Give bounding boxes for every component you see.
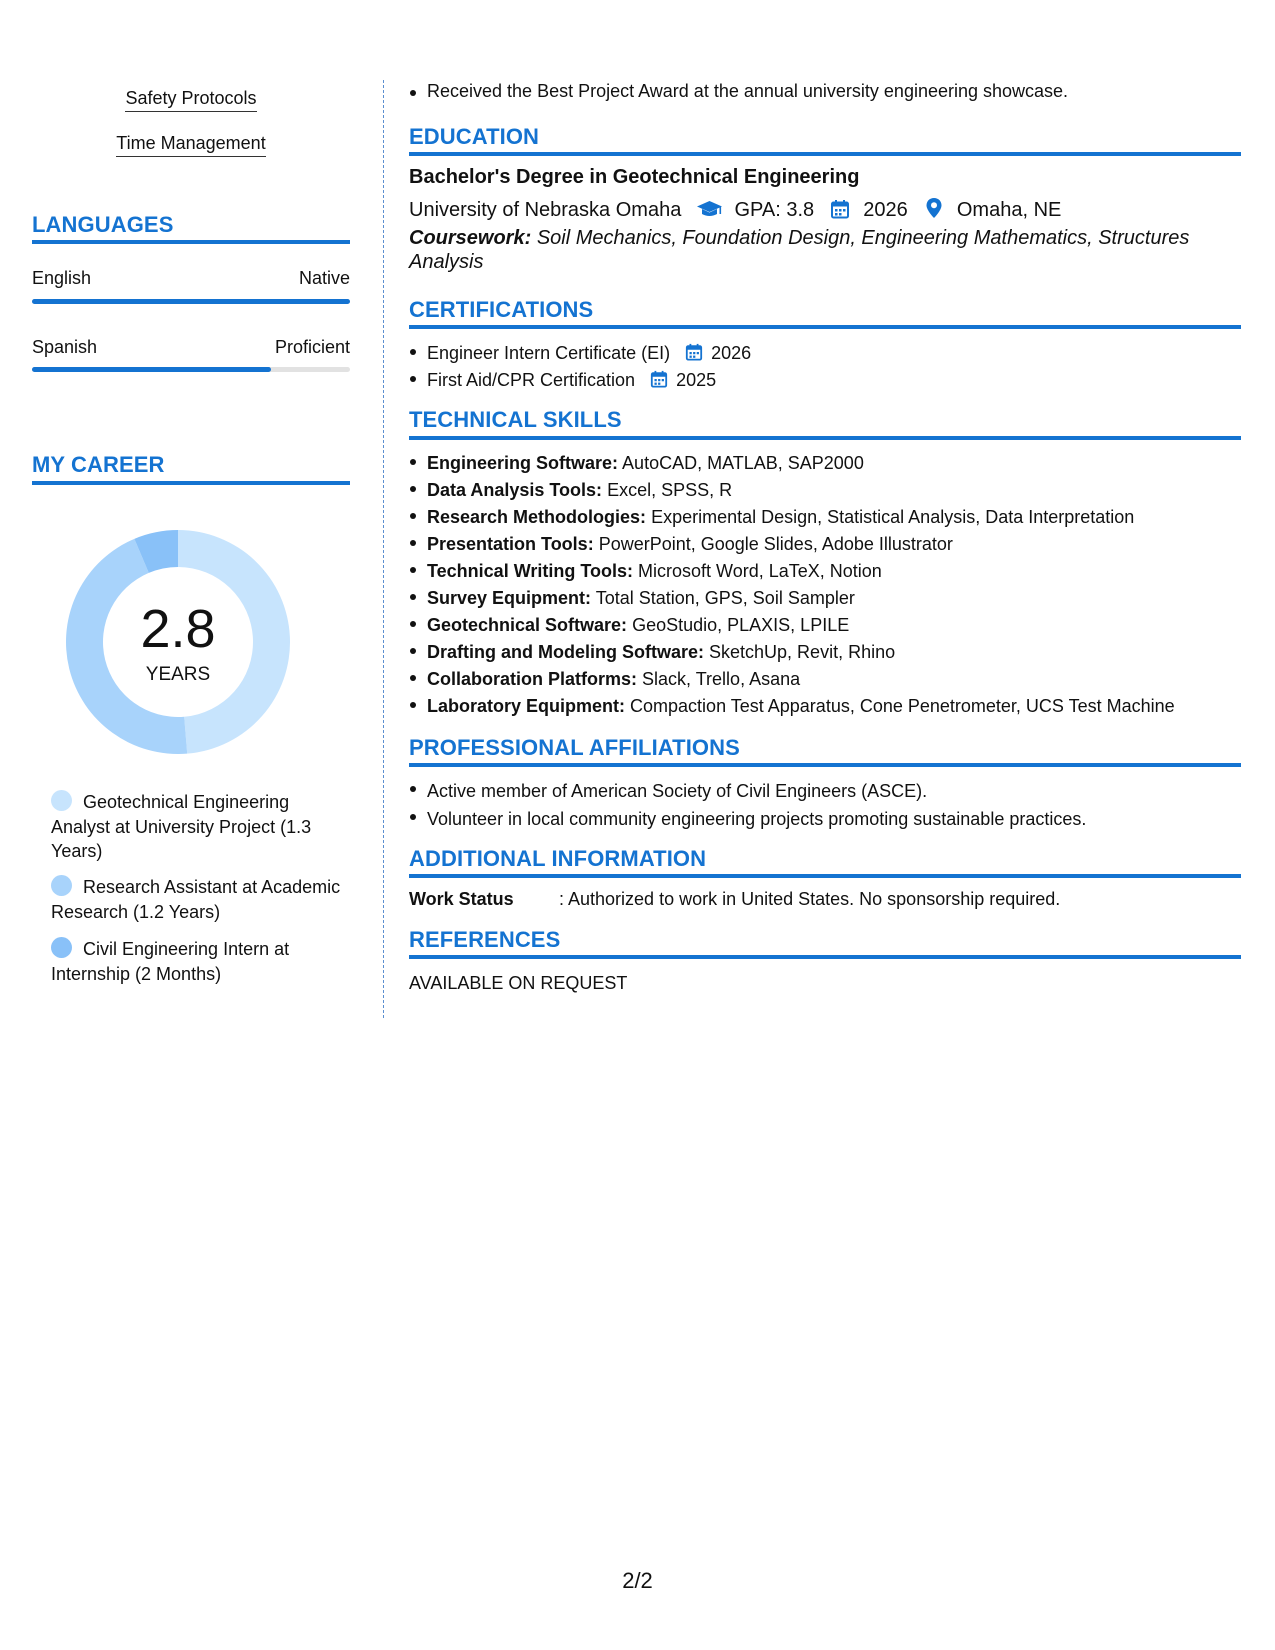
skill-tag: Time Management (32, 133, 350, 157)
awards-list (409, 81, 1241, 102)
list-item: Volunteer in local community engineering projects promoting sustainable practices. (409, 805, 1241, 833)
list-item: First Aid/CPR Certification 2025 (409, 367, 1241, 394)
work-status-label: Work Status (409, 889, 514, 909)
section-rule (409, 955, 1241, 959)
legend-dot (51, 790, 72, 811)
affiliations-heading: PROFESSIONAL AFFILIATIONS (409, 735, 740, 760)
list-item: Laboratory Equipment: Compaction Test Apparatus, Cone Penetrometer, UCS Test Machine (409, 693, 1241, 720)
gpa: GPA: 3.8 (734, 199, 815, 221)
list-item: Collaboration Platforms: Slack, Trello, Asana (409, 666, 1241, 693)
calendar-icon (830, 199, 850, 219)
list-item: Received the Best Project Award at the annual university engineering showcase. (409, 81, 1241, 102)
section-rule (409, 325, 1241, 329)
references-heading: REFERENCES (409, 927, 561, 952)
section-rule (409, 874, 1241, 878)
legend-dot (51, 937, 72, 958)
certifications-heading: CERTIFICATIONS (409, 297, 594, 322)
list-item: Engineer Intern Certificate (EI) 2026 (409, 340, 1241, 367)
education-meta (409, 197, 1061, 222)
technical-skills-heading: TECHNICAL SKILLS (409, 407, 622, 432)
language-bar (32, 299, 350, 304)
language-level: Proficient (274, 337, 350, 357)
list-item: Technical Writing Tools: Microsoft Word, LaTeX, Notion (409, 558, 1241, 585)
column-divider (383, 80, 384, 1018)
career-total: 2.8 (140, 599, 216, 659)
school-name: University of Nebraska Omaha (409, 199, 682, 221)
list-item: Geotechnical Software: GeoStudio, PLAXIS, LPILE (409, 612, 1241, 639)
language-row (32, 268, 350, 289)
list-item: Presentation Tools: PowerPoint, Google Slides, Adobe Illustrator (409, 531, 1241, 558)
location-pin-icon (925, 197, 943, 219)
languages-heading: LANGUAGES (32, 212, 174, 237)
technical-skills-list (409, 450, 1241, 720)
language-fill (32, 299, 350, 304)
language-name: English (32, 268, 92, 288)
references-text: AVAILABLE ON REQUEST (409, 973, 628, 993)
legend-item: Research Assistant at Academic Research (1.2 Years) (51, 877, 341, 922)
page-number: 2/2 (622, 1568, 653, 1593)
legend-item: Civil Engineering Intern at Internship (2 Months) (51, 939, 290, 984)
career-heading: MY CAREER (32, 452, 165, 477)
additional-info-heading: ADDITIONAL INFORMATION (409, 846, 707, 871)
list-item: Research Methodologies: Experimental Design, Statistical Analysis, Data Interpretation (409, 504, 1241, 531)
legend-item: Geotechnical Engineering Analyst at University Project (1.3 Years) (51, 792, 312, 861)
list-item: Drafting and Modeling Software: SketchUp, Revit, Rhino (409, 639, 1241, 666)
language-level: Native (298, 268, 350, 288)
certifications-list (409, 340, 1241, 394)
graduation-cap-icon (696, 199, 723, 219)
degree-title: Bachelor's Degree in Geotechnical Engineering (409, 166, 860, 188)
work-status-value: : Authorized to work in United States. No sponsorship required. (559, 889, 1061, 909)
legend-dot (51, 875, 72, 896)
section-rule (32, 240, 350, 244)
affiliations-list (409, 777, 1241, 833)
language-row (32, 337, 350, 358)
language-name: Spanish (32, 337, 98, 357)
school-location: Omaha, NE (956, 199, 1062, 221)
calendar-icon (685, 343, 703, 361)
calendar-icon (650, 370, 668, 388)
work-status-row (409, 889, 1060, 910)
coursework: Coursework: Soil Mechanics, Foundation Design, Engineering Mathematics, Structures Analysis (409, 227, 1190, 273)
section-rule (409, 152, 1241, 156)
skill-tag: Safety Protocols (32, 88, 350, 112)
list-item: Engineering Software: AutoCAD, MATLAB, SAP2000 (409, 450, 1241, 477)
section-rule (32, 481, 350, 485)
language-bar (32, 367, 350, 372)
list-item: Active member of American Society of Civil Engineers (ASCE). (409, 777, 1241, 805)
language-fill (32, 367, 271, 372)
graduation-year: 2026 (863, 199, 908, 221)
section-rule (409, 763, 1241, 767)
list-item: Survey Equipment: Total Station, GPS, Soil Sampler (409, 585, 1241, 612)
list-item: Data Analysis Tools: Excel, SPSS, R (409, 477, 1241, 504)
career-unit: YEARS (145, 664, 211, 685)
section-rule (409, 436, 1241, 440)
education-heading: EDUCATION (409, 124, 540, 149)
